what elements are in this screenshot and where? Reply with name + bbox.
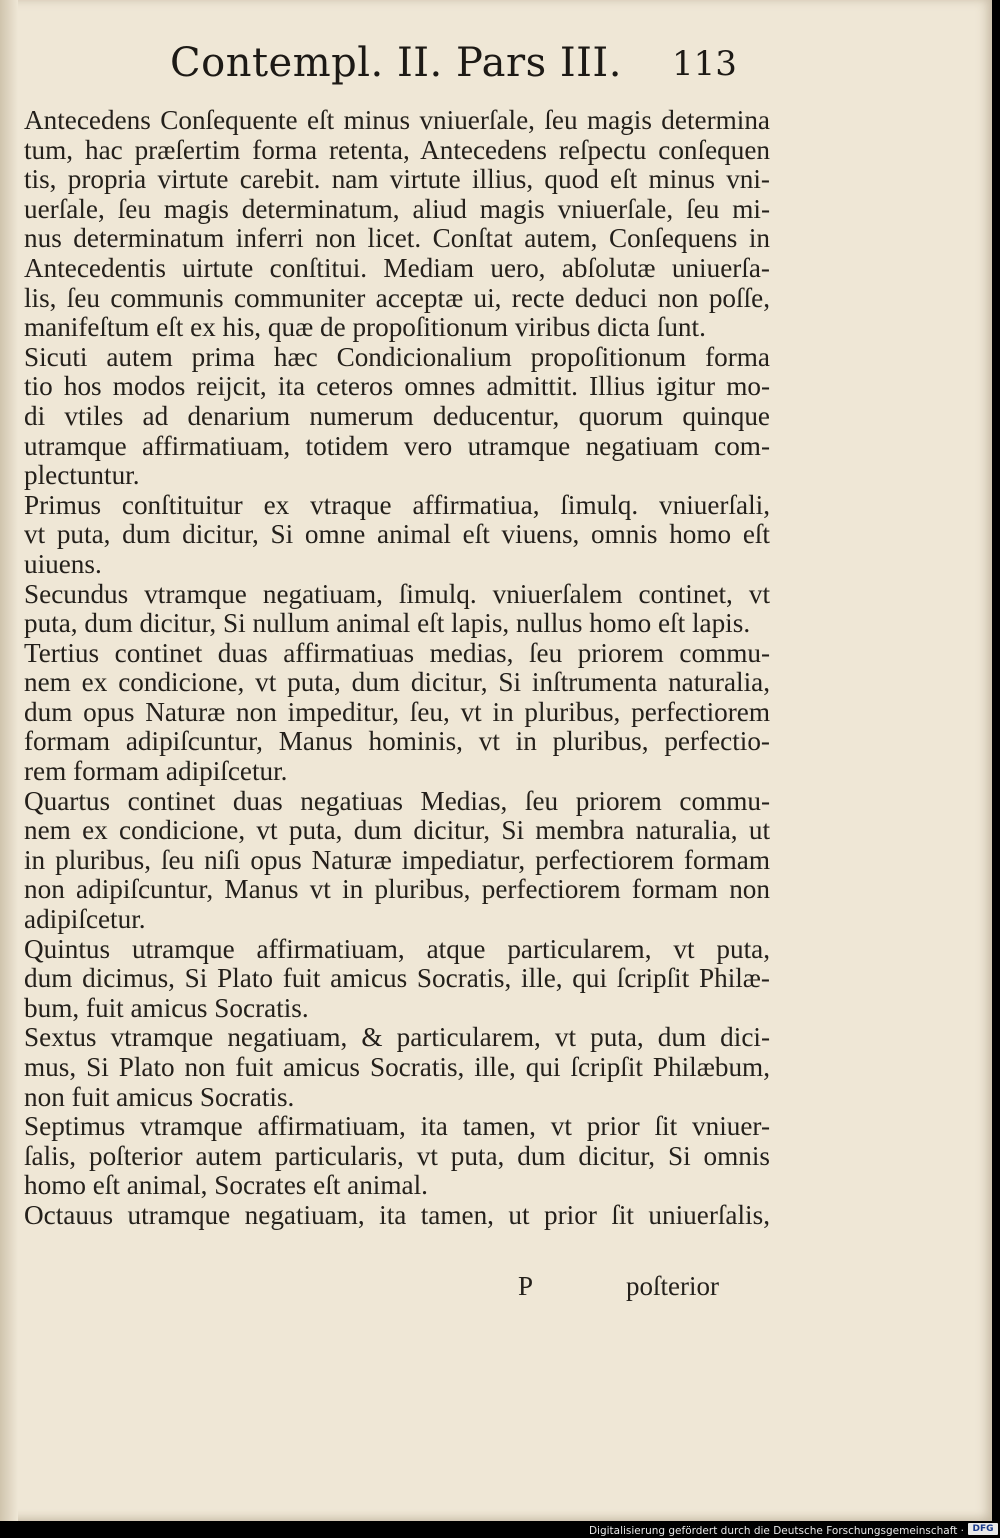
text-line: adipiſcetur. (24, 905, 146, 935)
text-line: bum, fuit amicus Socratis. (24, 993, 309, 1023)
text-line: lis, ſeu communis communiter acceptæ ui, recte deduci non poſſe, (24, 283, 770, 313)
text-line: dum opus Naturæ non impeditur, ſeu, vt in pluribus, perfectiorem (24, 697, 770, 727)
text-line: non fuit amicus Socratis. (24, 1082, 295, 1112)
text-line: puta, dum dicitur, Si nullum animal eſt lapis, nullus homo eſt lapis. (24, 609, 751, 639)
text-line: rem formam adipiſcetur. (24, 757, 288, 787)
text-line: homo eſt animal, Socrates eſt animal. (24, 1171, 428, 1201)
text-line: plectuntur. (24, 461, 140, 491)
page-gutter (0, 0, 18, 1521)
dfg-logo: DFG (968, 1523, 998, 1535)
text-line: manifeſtum eſt ex his, quæ de propoſitionum viribus dicta ſunt. (24, 313, 706, 343)
text-line: dum dicimus, Si Plato fuit amicus Socratis, ille, qui ſcripſit Philæ- (24, 964, 770, 994)
text-line: tis, propria virtute carebit. nam virtute illius, quod eſt minus vni- (24, 165, 770, 195)
text-line: tum, hac præſertim forma retenta, Antecedens reſpectu conſequen (24, 135, 770, 165)
text-line: mus, Si Plato non fuit amicus Socratis, ille, qui ſcripſit Philæbum, (24, 1053, 770, 1082)
text-line: nus determinatum inferri non licet. Conſtat autem, Conſequens in (24, 224, 770, 254)
text-line: Octauus utramque negatiuam, ita tamen, ut prior ſit uniuerſalis, (24, 1200, 770, 1230)
text-line: uerſale, ſeu magis determinatum, aliud magis vniuerſale, ſeu mi- (24, 194, 770, 224)
text-line: Quartus continet duas negatiuas Medias, ſeu priorem commu- (24, 786, 770, 816)
text-line: Septimus vtramque affirmatiuam, ita tamen, vt prior ſit vniuer- (24, 1112, 770, 1142)
text-line: vt puta, dum dicitur, Si omne animal eſt viuens, omnis homo eſt (24, 520, 770, 550)
text-line: uiuens. (24, 549, 102, 579)
text-line: Primus conſtituitur ex vtraque affirmatiua, ſimulq. vniuerſali, (24, 490, 770, 520)
text-line: nem ex condicione, vt puta, dum dicitur, Si inſtrumenta naturalia, (24, 668, 770, 698)
signature-mark: P (518, 1271, 534, 1301)
body-text (24, 106, 770, 1231)
text-line: Quintus utramque affirmatiuam, atque particularem, vt puta, (24, 934, 770, 964)
text-line: nem ex condicione, vt puta, dum dicitur, Si membra naturalia, ut (24, 816, 770, 846)
text-line: formam adipiſcuntur, Manus hominis, vt in pluribus, perfectio- (24, 727, 770, 757)
text-line: utramque affirmatiuam, totidem vero utramque negatiuam com- (24, 431, 770, 461)
text-line: Sextus vtramque negatiuam, & particularem, vt puta, dum dici- (24, 1023, 770, 1053)
text-line: non adipiſcuntur, Manus vt in pluribus, perfectiorem formam non (24, 875, 770, 905)
text-line: tio hos modos reijcit, ita ceteros omnes admittit. Illius igitur mo- (24, 372, 770, 402)
running-title: Contempl. II. Pars III. (170, 40, 622, 86)
text-line: ſalis, poſterior autem particularis, vt puta, dum dicitur, Si omnis (24, 1141, 770, 1171)
text-line: Antecedentis uirtute conſtitui. Mediam uero, abſolutæ uniuerſa- (24, 253, 770, 283)
text-line: di vtiles ad denarium numerum deducentur, quorum quinque (24, 401, 770, 431)
text-line: Secundus vtramque negatiuam, ſimulq. vniuerſalem continet, vt (24, 579, 770, 609)
text-line: Sicuti autem prima hæc Condicionalium propoſitionum forma (24, 342, 770, 372)
catchword: poſterior (626, 1271, 719, 1301)
text-line: in pluribus, ſeu niſi opus Naturæ impediatur, perfectiorem formam (24, 845, 770, 875)
page-header (170, 40, 790, 100)
text-line: Antecedens Conſequente eſt minus vniuerſale, ſeu magis determina (24, 106, 770, 135)
digitization-credit: Digitalisierung gefördert durch die Deutsche Forschungsgemeinschaft · (588, 1525, 964, 1537)
page-number: 113 (672, 44, 737, 84)
text-line: Tertius continet duas affirmatiuas medias, ſeu priorem commu- (24, 638, 770, 668)
